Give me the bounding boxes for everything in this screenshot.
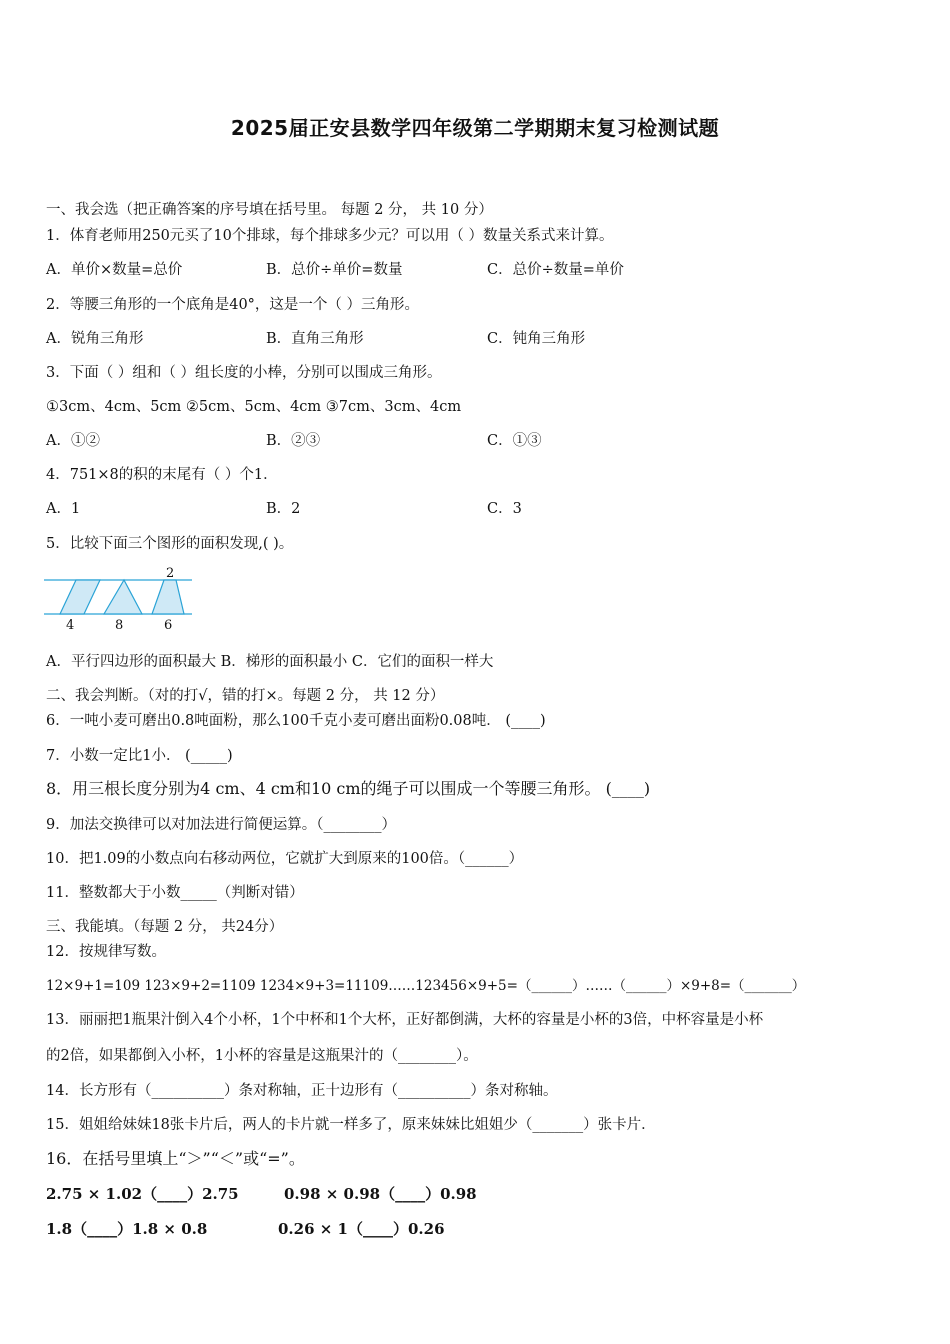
q12-sequence: 12×9+1=109 123×9+2=1109 1234×9+3=11109……123456×9+5=（______）……（______）×9+8=（_______） — [46, 978, 806, 994]
q15-text: 15．姐姐给妹妹18张卡片后，两人的卡片就一样多了，原来妹妹比姐姐少（_______）张卡片． — [46, 1117, 656, 1133]
q9-text: 9．加法交换律可以对加法进行简便运算。（________） — [46, 817, 396, 833]
q7-text: 7．小数一定比1小． (_____) — [46, 748, 233, 764]
q11-text: 11．整数都大于小数_____（判断对错） — [46, 885, 304, 901]
q1-option-c: C．总价÷数量=单价 — [487, 262, 624, 278]
q16-compare-3: 1.8（____）1.8 × 0.8 — [46, 1220, 208, 1238]
q3-sets: ①3cm、4cm、5cm ②5cm、5cm、4cm ③7cm、3cm、4cm — [46, 399, 462, 415]
q1-option-b: B．总价÷单价=数量 — [266, 262, 403, 278]
section1-header: 一、我会选（把正确答案的序号填在括号里。 每题 2 分， 共 10 分） — [46, 202, 493, 218]
q10-text: 10．把1.09的小数点向右移动两位，它就扩大到原来的100倍。（______） — [46, 851, 524, 867]
section3-header: 三、我能填。（每题 2 分， 共24分） — [46, 919, 284, 935]
label-top: 2 — [166, 566, 175, 581]
q1-option-a: A．单价×数量=总价 — [46, 262, 183, 278]
q2-option-b: B．直角三角形 — [266, 331, 364, 347]
q12-text: 12．按规律写数。 — [46, 944, 166, 960]
label-trapezoid: 6 — [164, 618, 173, 633]
q16-text: 16．在括号里填上“＞”“＜”或“=”。 — [46, 1149, 305, 1168]
q16-compare-1: 2.75 × 1.02（____）2.75 — [46, 1185, 239, 1203]
q5-shapes-figure — [44, 564, 196, 634]
label-parallelogram: 4 — [66, 618, 75, 633]
q2-text: 2．等腰三角形的一个底角是40°，这是一个（ ）三角形。 — [46, 297, 420, 313]
q14-text: 14．长方形有（__________）条对称轴，正十边形有（__________）条对称轴。 — [46, 1083, 558, 1099]
trapezoid-shape — [152, 580, 184, 614]
page-title: 2025届正安县数学四年级第二学期期末复习检测试题 — [230, 116, 720, 140]
q6-text: 6．一吨小麦可磨出0.8吨面粉，那么100千克小麦可磨出面粉0.08吨． (____) — [46, 713, 546, 729]
q3-option-b: B．②③ — [266, 433, 321, 449]
q2-option-a: A．锐角三角形 — [46, 331, 144, 347]
q5-options: A．平行四边形的面积最大 B．梯形的面积最小 C．它们的面积一样大 — [46, 654, 494, 670]
section2-header: 二、我会判断。（对的打√，错的打×。每题 2 分， 共 12 分） — [46, 688, 445, 704]
q4-text: 4．751×8的积的末尾有（ ）个1． — [46, 467, 278, 483]
q16-compare-2: 0.98 × 0.98（____）0.98 — [284, 1185, 477, 1203]
q3-option-a: A．①② — [46, 433, 100, 449]
q13-text-line2: 的2倍，如果都倒入小杯，1小杯的容量是这瓶果汁的（________）。 — [46, 1048, 478, 1064]
label-triangle: 8 — [115, 618, 124, 633]
q2-option-c: C．钝角三角形 — [487, 331, 586, 347]
q4-option-b: B．2 — [266, 501, 301, 517]
parallelogram-shape — [60, 580, 100, 614]
q4-option-a: A．1 — [46, 501, 81, 517]
q3-text: 3．下面（ ）组和（ ）组长度的小棒，分别可以围成三角形。 — [46, 365, 442, 381]
q1-text: 1．体育老师用250元买了10个排球，每个排球多少元？可以用（ ）数量关系式来计算。 — [46, 228, 614, 244]
q16-compare-4: 0.26 × 1（____）0.26 — [278, 1220, 445, 1238]
q13-text-line1: 13．丽丽把1瓶果汁倒入4个小杯，1个中杯和1个大杯，正好都倒满，大杯的容量是小杯的3倍，中杯容量是小杯 — [46, 1012, 764, 1028]
triangle-shape — [104, 580, 142, 614]
q4-option-c: C．3 — [487, 501, 522, 517]
q3-option-c: C．①③ — [487, 433, 542, 449]
q5-text: 5．比较下面三个图形的面积发现,( )。 — [46, 536, 294, 552]
q8-text: 8．用三根长度分别为4 cm、4 cm和10 cm的绳子可以围成一个等腰三角形。 (____) — [46, 779, 651, 798]
